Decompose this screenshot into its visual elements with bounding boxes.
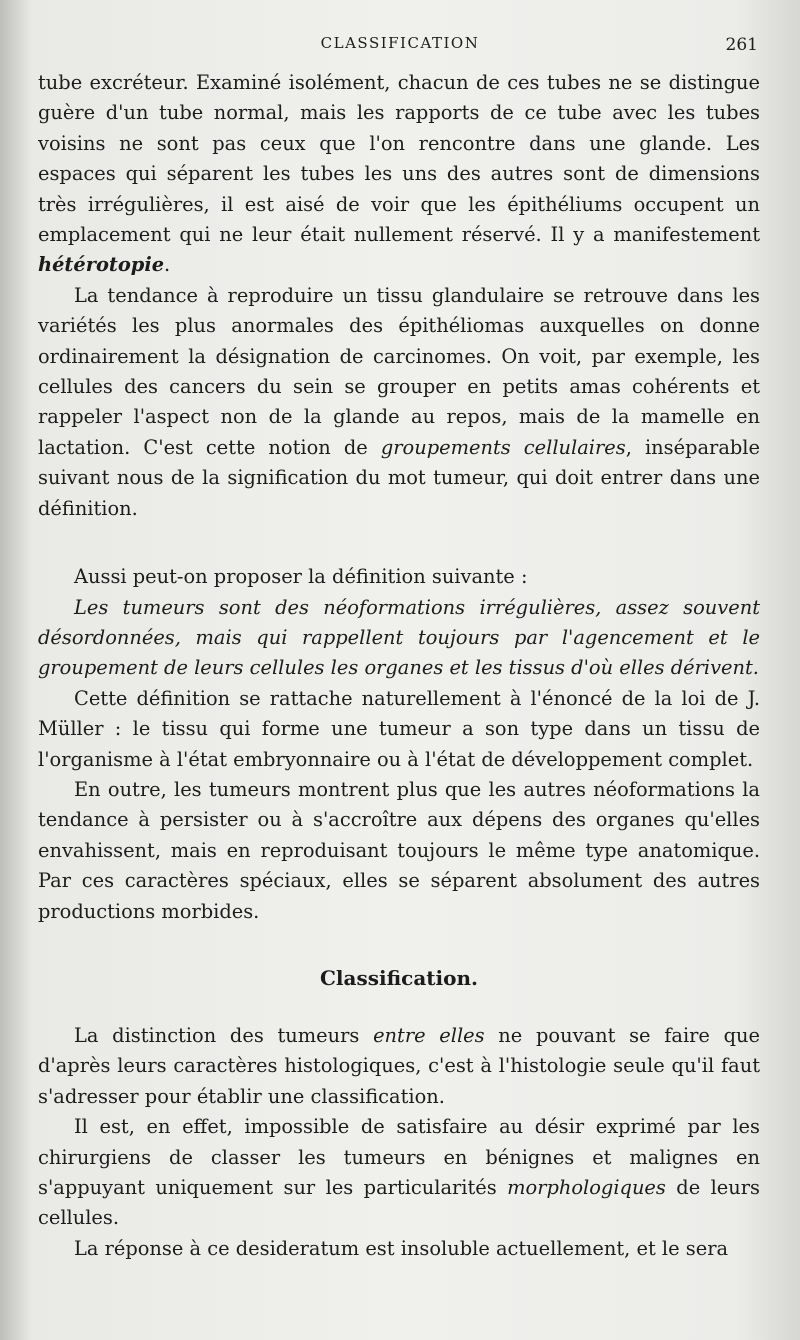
paragraph-5: Cette définition se rattache naturellement à l'énoncé de la loi de J. Müller : le tissu qui forme une tumeur a son type dans un tissu de l'organisme à l'état embryonnaire ou à l'état de développement complet. [38,686,760,771]
paragraph-6: En outre, les tumeurs montrent plus que les autres néoformations la tendance à persister ou à s'accroître aux dépens des organes qu'elles envahissent, mais en reproduisant toujours le même type anatomique. Par ces caractères spéciaux, elles se séparent absolument des autres productions morbides. [38,777,760,923]
paragraph-1-end: . [164,253,171,277]
paragraph-7 [38,1021,760,1112]
paragraph-2-emphasis: groupements cellulaires [380,435,626,459]
spacer [38,927,760,963]
paragraph-8-text: Il est, en effet, impossible de satisfaire au désir exprimé par les chirurgiens de classer les tumeurs en bénignes et malignes en s'appuyant uniquement sur les particularités [38,1115,760,1199]
spacer [38,524,760,562]
running-head [0,34,800,58]
paragraph-8-emphasis: morphologiques [507,1176,666,1199]
paragraph-1-emphasis: hétérotopie [38,253,165,277]
paragraph-2-text: La tendance à reproduire un tissu glandulaire se retrouve dans les variétés les plus anormales des épithéliomas auxquelles on donne ordinairement la désignation de carcinomes. On voit, par exemple, les cellules des cancers du sein se grouper en petits amas cohérents et rappeler l'aspect non de la glande au repos, mais de la mamelle en lactation. C'est cette notion de [38,283,760,459]
paragraph-7-text: La distinction des tumeurs [74,1023,374,1047]
paragraph-7-end: ne pouvant se faire que d'après leurs caractères histologiques, c'est à l'histologie seule qu'il faut s'adresser pour établir une classification. [38,1023,760,1108]
paragraph-3: Aussi peut-on proposer la définition suivante : [74,565,528,589]
paragraph-2-end: , inséparable suivant nous de la signification du mot tumeur, qui doit entrer dans une définition. [38,435,760,520]
section-heading: Classification. [320,965,478,990]
paragraph-8-end: de leurs cellules. [38,1176,760,1230]
paragraph-1 [38,68,760,281]
paragraph-8 [38,1112,760,1234]
paragraph-1-text: tube excréteur. Examiné isolément, chacun de ces tubes ne se distingue guère d'un tube normal, mais les rapports de ce tube avec les tubes voisins ne sont pas ceux que l'on rencontre dans une glande. Les espaces qui séparent les tubes les uns des autres sont de dimensions très irrégulières, il est aisé de voir que les épithéliums occupent un emplacement qui ne leur était nullement réservé. Il y a manifestement [38,71,760,247]
page-number: 261 [725,35,758,55]
spacer [38,993,760,1021]
definition-paragraph: Les tumeurs sont des néoformations irrégulières, assez souvent désordonnées, mais qui rappellent toujours par l'agencement et le groupement de leurs cellules les organes et les tissus d'où elles dérivent. [38,595,760,680]
paragraph-9: La réponse à ce desideratum est insoluble actuellement, et le sera [74,1236,729,1260]
paragraph-7-emphasis: entre elles [373,1023,485,1047]
paragraph-2 [38,281,760,524]
running-head-title: CLASSIFICATION [320,34,480,52]
page-body [38,68,760,1264]
